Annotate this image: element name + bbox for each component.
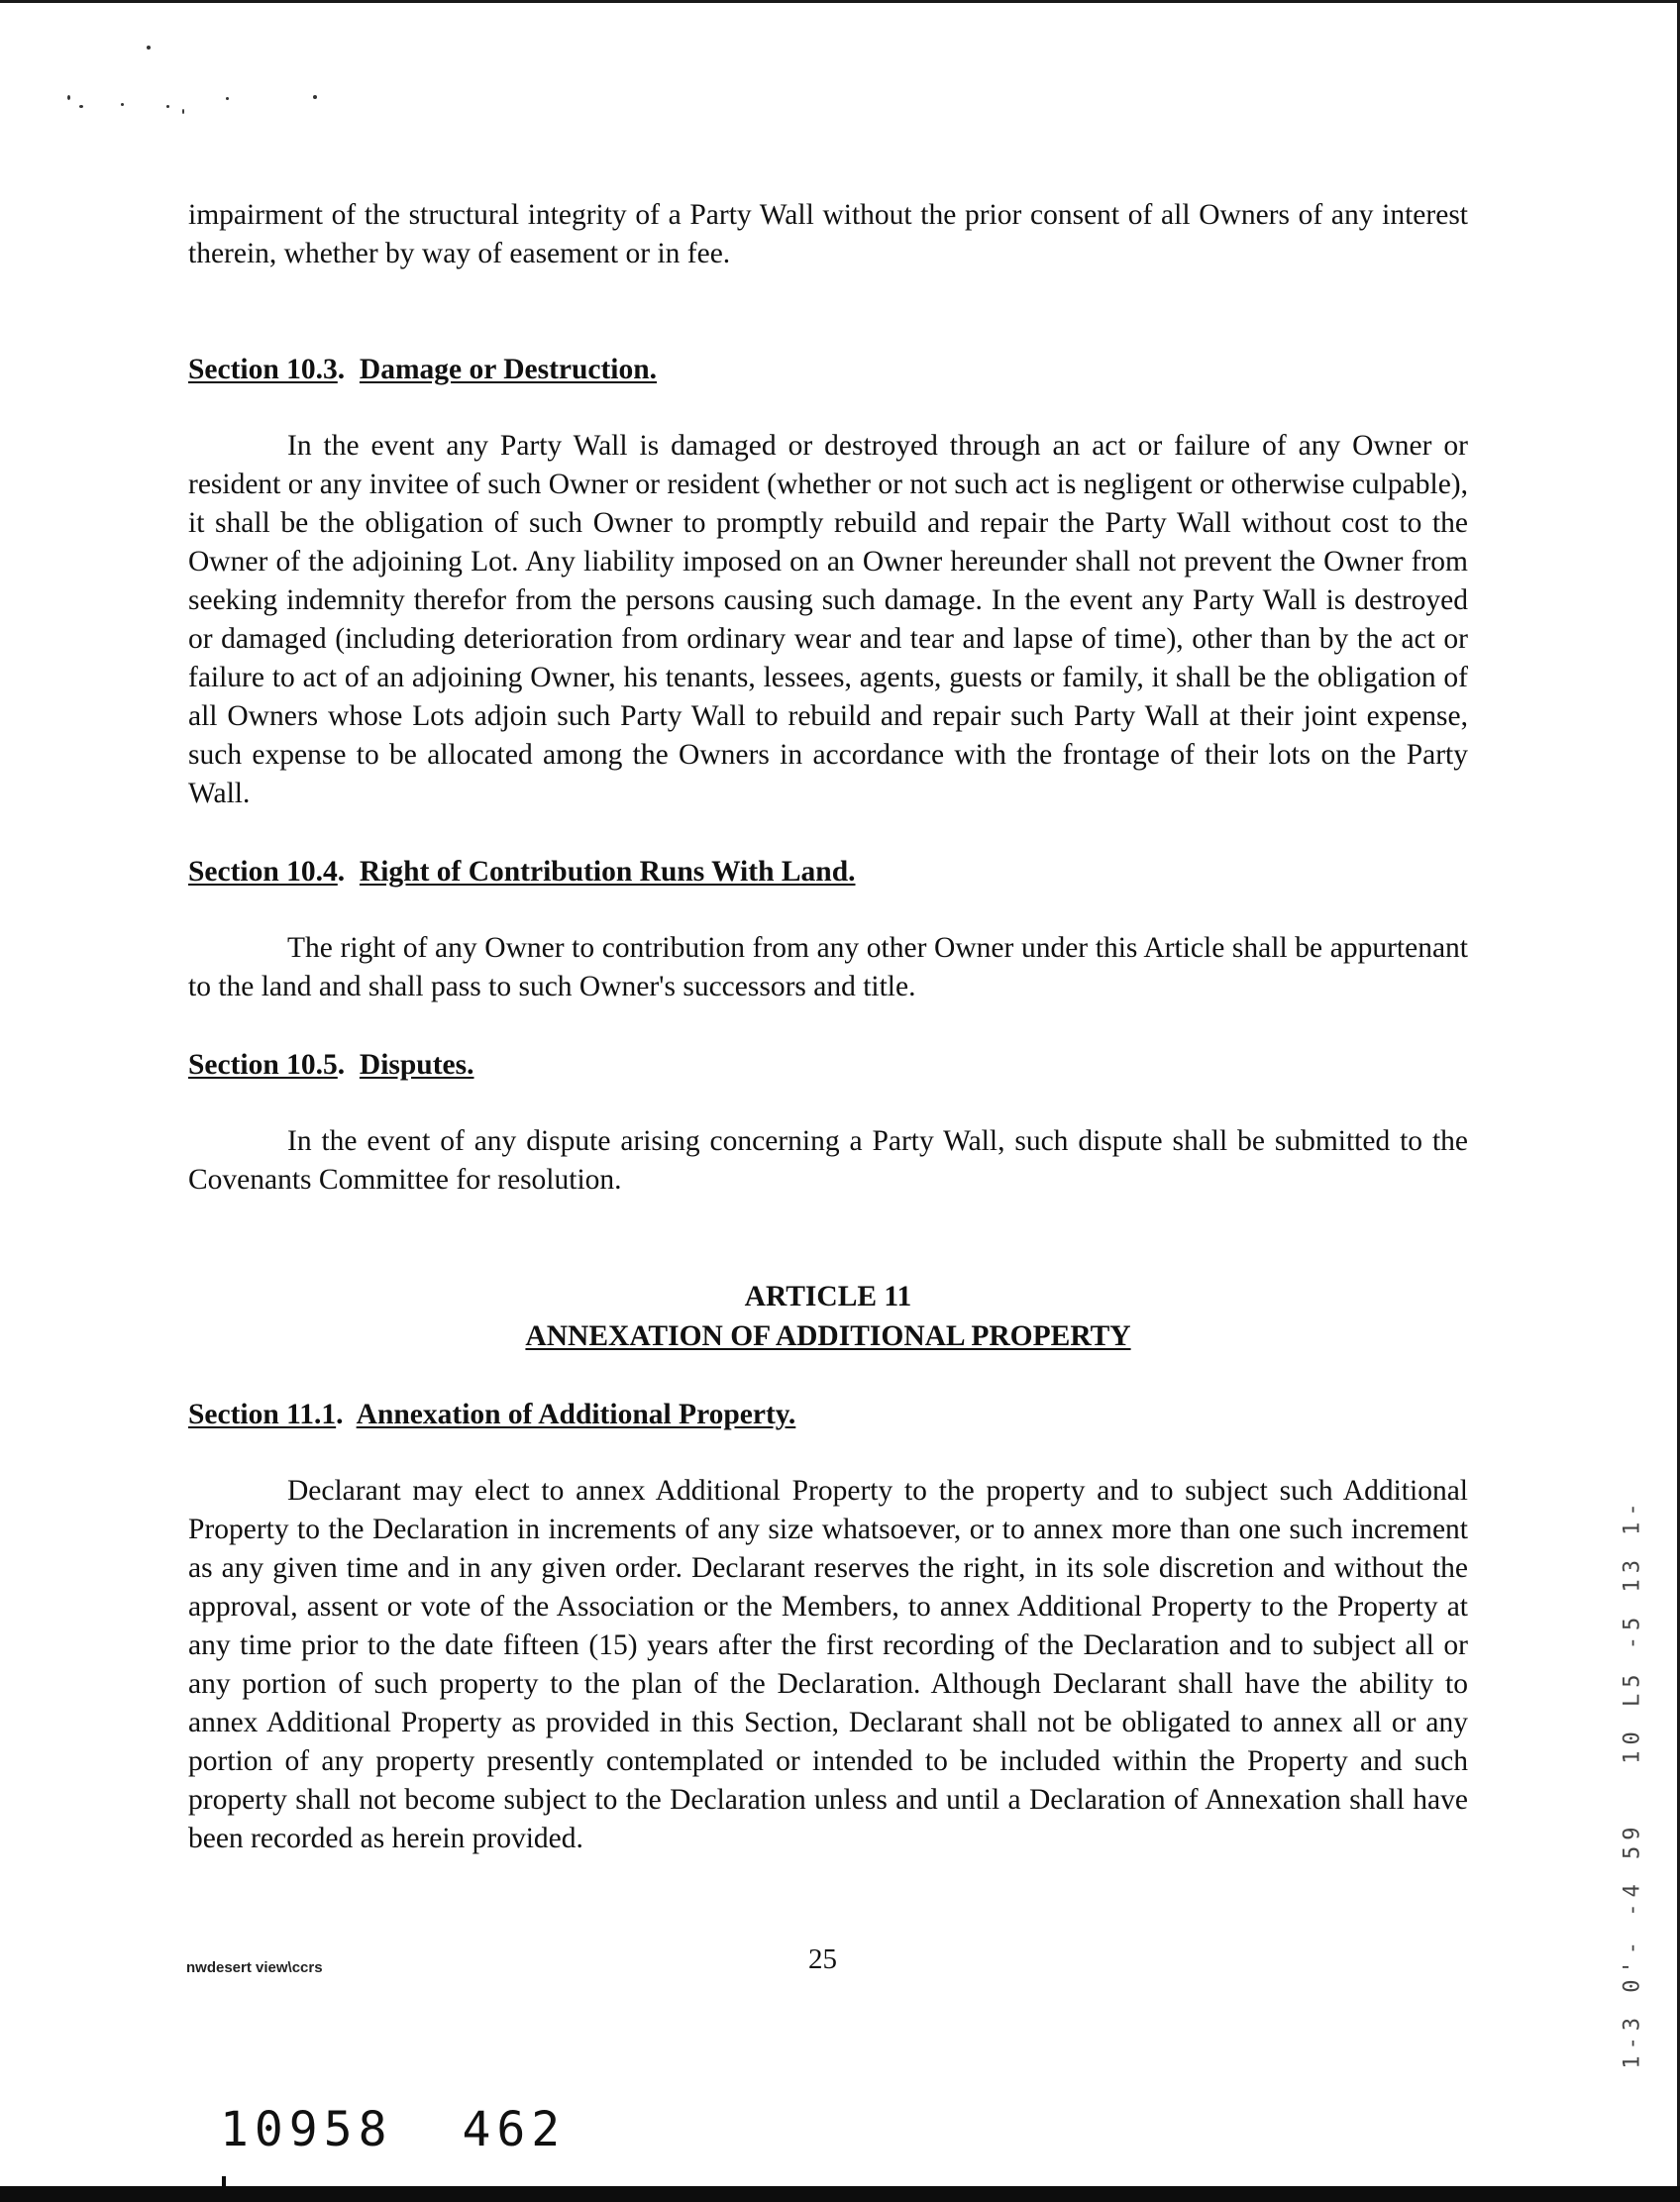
section-10-5-body: In the event of any dispute arising concerning a Party Wall, such dispute shall be submitted to the Covenants Committee for resolution. xyxy=(188,1125,1468,1196)
section-10-5-heading: Section 10.5. Disputes. xyxy=(188,1049,474,1081)
section-10-4-body: The right of any Owner to contribution from any other Owner under this Article shall be appurtenant to the land and shall pass to such Owner's successors and title. xyxy=(188,932,1468,1002)
recording-page: 462 xyxy=(462,2102,567,2157)
margin-stamp: 1-3 0'- -4 59 10 L5 -5 13 1- xyxy=(1620,1497,1645,2069)
section-10-3-body: In the event any Party Wall is damaged or destroyed through an act or failure of any Owner or resident or any invitee of such Owner or resident (whether or not such act is negligent or otherwise culpable), it shall be the obligation of such Owner to promptly rebuild and repair the Party Wall without cost to the Owner of the adjoining Lot. Any liability imposed on an Owner hereunder shall not prevent the Owner from seeking indemnity therefor from the persons causing such damage. In the event any Party Wall is destroyed or damaged (including deterioration from ordinary wear and tear and lapse of time), other than by the act or failure to act of an adjoining Owner, his tenants, lessees, agents, guests or family, it shall be the obligation of all Owners whose Lots adjoin such Party Wall to rebuild and repair such Party Wall at their joint expense, such expense to be allocated among the Owners in accordance with the frontage of their lots on the Party Wall. xyxy=(188,430,1468,809)
section-10-4-heading: Section 10.4. Right of Contribution Runs With Land. xyxy=(188,856,856,888)
recording-book: 10958 xyxy=(220,2102,393,2157)
section-title: Right of Contribution Runs With Land. xyxy=(359,856,856,888)
scan-edge-bottom xyxy=(0,2186,1680,2202)
article-number: ARTICLE 11 xyxy=(744,1281,912,1312)
page-number: 25 xyxy=(808,1943,837,1975)
scan-specks xyxy=(59,40,357,129)
scan-edge-notch xyxy=(222,2176,226,2202)
document-page xyxy=(188,196,1468,1858)
section-number: Section 11.1 xyxy=(188,1399,337,1430)
section-number: Section 10.3 xyxy=(188,354,338,385)
opening-paragraph: impairment of the structural integrity of a Party Wall without the prior consent of all Owners of any interest therein, whether by way of easement or in fee. xyxy=(188,199,1468,269)
article-title: ANNEXATION OF ADDITIONAL PROPERTY xyxy=(525,1320,1131,1352)
article-heading xyxy=(188,1277,1468,1356)
section-11-1-body: Declarant may elect to annex Additional Property to the property and to subject such Additional Property to the Declaration in increments of any size whatsoever, or to annex more than one such increment as any given time and in any given order. Declarant reserves the right, in its sole discretion and without the approval, assent or vote of the Association or the Members, to annex Additional Property to the Property at any time prior to the date fifteen (15) years after the first recording of the Declaration and to subject all or any portion of such property to the plan of the Declaration. Although Declarant shall have the ability to annex Additional Property as provided in this Section, Declarant shall not be obligated to annex all or any portion of any property presently contemplated or intended to be included within the Property and such property shall not become subject to the Declaration unless and until a Declaration of Annexation shall have been recorded as herein provided. xyxy=(188,1475,1468,1854)
footer-file-path: nwdesert view\ccrs xyxy=(186,1959,323,1976)
section-title: Damage or Destruction. xyxy=(359,354,658,385)
section-10-3-heading: Section 10.3. Damage or Destruction. xyxy=(188,354,658,385)
section-title: Annexation of Additional Property. xyxy=(356,1399,796,1430)
section-title: Disputes. xyxy=(359,1049,474,1081)
section-number: Section 10.4 xyxy=(188,856,338,888)
section-number: Section 10.5 xyxy=(188,1049,338,1081)
recording-stamp xyxy=(220,2102,566,2157)
section-11-1-heading: Section 11.1. Annexation of Additional Property. xyxy=(188,1399,796,1430)
scan-edge-top xyxy=(0,0,1680,3)
